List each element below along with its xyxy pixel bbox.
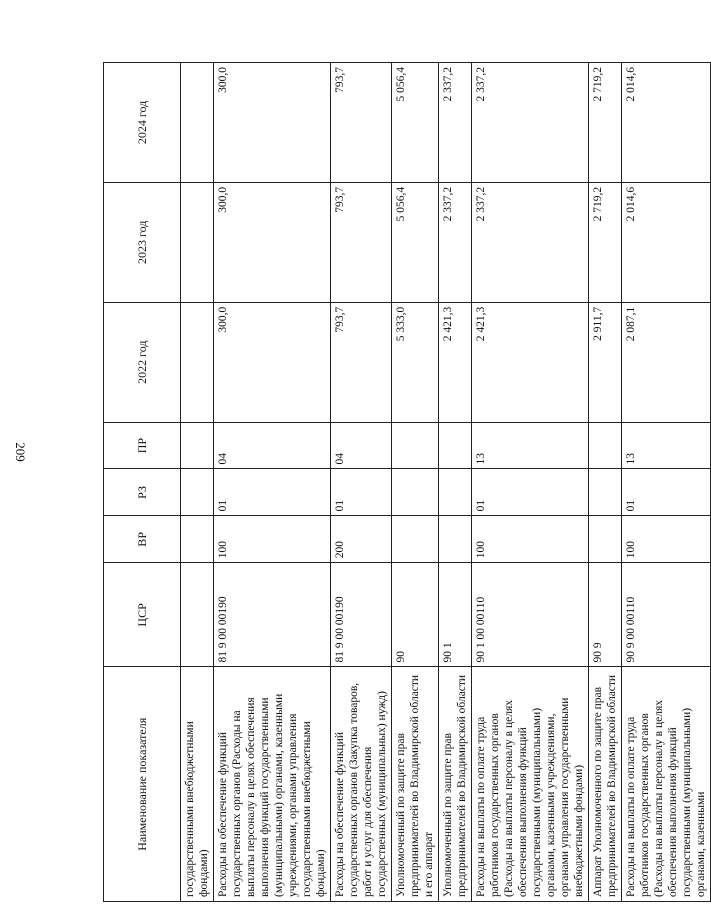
- cell-pr: 04: [331, 422, 392, 469]
- cell-name: Расходы на обеспечение функций государственных органов (Закупка товаров, работ и услуг для обеспечения государственных (муниципальных) нужд): [331, 667, 392, 902]
- cell-vr: 100: [214, 516, 331, 563]
- cell-vr: 100: [472, 516, 589, 563]
- cell-csr: 81 9 00 00190: [214, 563, 331, 667]
- cell-pr: 13: [472, 422, 589, 469]
- cell-pr: 04: [214, 422, 331, 469]
- cell-y2024: 300,0: [214, 63, 331, 183]
- cell-vr: [392, 516, 439, 563]
- cell-csr: 81 9 00 00190: [331, 563, 392, 667]
- cell-csr: 90 1 00 00110: [472, 563, 589, 667]
- cell-name: Уполномоченный по защите прав предпринимателей во Владимирской области и его аппарат: [392, 667, 439, 902]
- cell-y2023: [181, 182, 214, 302]
- cell-y2023: 2 014,6: [622, 182, 711, 302]
- cell-y2022: 2 911,7: [589, 302, 622, 422]
- table-row: [181, 63, 214, 902]
- cell-csr: 90 9: [589, 563, 622, 667]
- cell-rz: [439, 469, 472, 516]
- cell-y2022: 2 421,3: [472, 302, 589, 422]
- cell-rz: 01: [331, 469, 392, 516]
- header-row: [104, 63, 181, 902]
- cell-rz: [589, 469, 622, 516]
- header-2023: 2023 год: [104, 182, 181, 302]
- cell-vr: 100: [622, 516, 711, 563]
- cell-name: Расходы на выплаты по оплате труда работников государственных органов (Расходы на выплаты персоналу в целях обеспечения выполнения функций государственными (муниципальными) органами, казенными учреждениями, органами управления государственными внебюджетными фондами): [472, 667, 589, 902]
- cell-csr: 90 9 00 00110: [622, 563, 711, 667]
- table-row: [214, 63, 331, 902]
- table-row: [472, 63, 589, 902]
- header-2022: 2022 год: [104, 302, 181, 422]
- cell-rz: 01: [622, 469, 711, 516]
- cell-y2023: 300,0: [214, 182, 331, 302]
- cell-vr: [181, 516, 214, 563]
- cell-y2023: 793,7: [331, 182, 392, 302]
- cell-y2022: 793,7: [331, 302, 392, 422]
- header-csr: ЦСР: [104, 563, 181, 667]
- cell-rz: 01: [214, 469, 331, 516]
- table-row: [439, 63, 472, 902]
- table-row: [622, 63, 711, 902]
- header-2024: 2024 год: [104, 63, 181, 183]
- cell-y2024: [181, 63, 214, 183]
- cell-name: Расходы на выплаты по оплате труда работников государственных органов (Расходы на выплаты персоналу в целях обеспечения выполнения функций государственными (муниципальными) органами, казенными: [622, 667, 711, 902]
- cell-y2024: 2 337,2: [439, 63, 472, 183]
- cell-y2022: 2 421,3: [439, 302, 472, 422]
- cell-rz: 01: [472, 469, 589, 516]
- cell-name: государственными внебюджетными фондами): [181, 667, 214, 902]
- cell-pr: 13: [622, 422, 711, 469]
- table-body: [181, 63, 711, 902]
- cell-pr: [392, 422, 439, 469]
- cell-y2023: 2 337,2: [472, 182, 589, 302]
- cell-name: Расходы на обеспечение функций государственных органов (Расходы на выплаты персоналу в целях обеспечения выполнения функций государственными (муниципальными) органами, казенными учреждениями, органами управления государственными внебюджетными фондами): [214, 667, 331, 902]
- page-number-text: 209: [13, 442, 28, 462]
- cell-name: Уполномоченный по защите прав предпринимателей во Владимирской области: [439, 667, 472, 902]
- cell-vr: [589, 516, 622, 563]
- cell-y2024: 2 337,2: [472, 63, 589, 183]
- cell-y2023: 2 719,2: [589, 182, 622, 302]
- cell-y2024: 5 056,4: [392, 63, 439, 183]
- table-wrapper: [103, 62, 707, 902]
- cell-pr: [589, 422, 622, 469]
- header-rz: РЗ: [104, 469, 181, 516]
- budget-table: [103, 62, 711, 902]
- header-vr: ВР: [104, 516, 181, 563]
- cell-vr: [439, 516, 472, 563]
- cell-csr: [181, 563, 214, 667]
- cell-y2022: 300,0: [214, 302, 331, 422]
- cell-y2023: 2 337,2: [439, 182, 472, 302]
- cell-name: Аппарат Уполномоченного по защите прав предпринимателей во Владимирской области: [589, 667, 622, 902]
- cell-y2022: 5 333,0: [392, 302, 439, 422]
- cell-y2022: [181, 302, 214, 422]
- cell-csr: 90: [392, 563, 439, 667]
- rotated-page: [103, 62, 707, 902]
- table-row: [589, 63, 622, 902]
- cell-y2023: 5 056,4: [392, 182, 439, 302]
- cell-y2024: 2 719,2: [589, 63, 622, 183]
- cell-y2024: 2 014,6: [622, 63, 711, 183]
- cell-y2024: 793,7: [331, 63, 392, 183]
- cell-vr: 200: [331, 516, 392, 563]
- cell-y2022: 2 087,1: [622, 302, 711, 422]
- cell-pr: [439, 422, 472, 469]
- cell-rz: [181, 469, 214, 516]
- cell-rz: [392, 469, 439, 516]
- header-name: Наименование показателя: [104, 667, 181, 902]
- table-row: [392, 63, 439, 902]
- table-row: [331, 63, 392, 902]
- cell-csr: 90 1: [439, 563, 472, 667]
- cell-pr: [181, 422, 214, 469]
- header-pr: ПР: [104, 422, 181, 469]
